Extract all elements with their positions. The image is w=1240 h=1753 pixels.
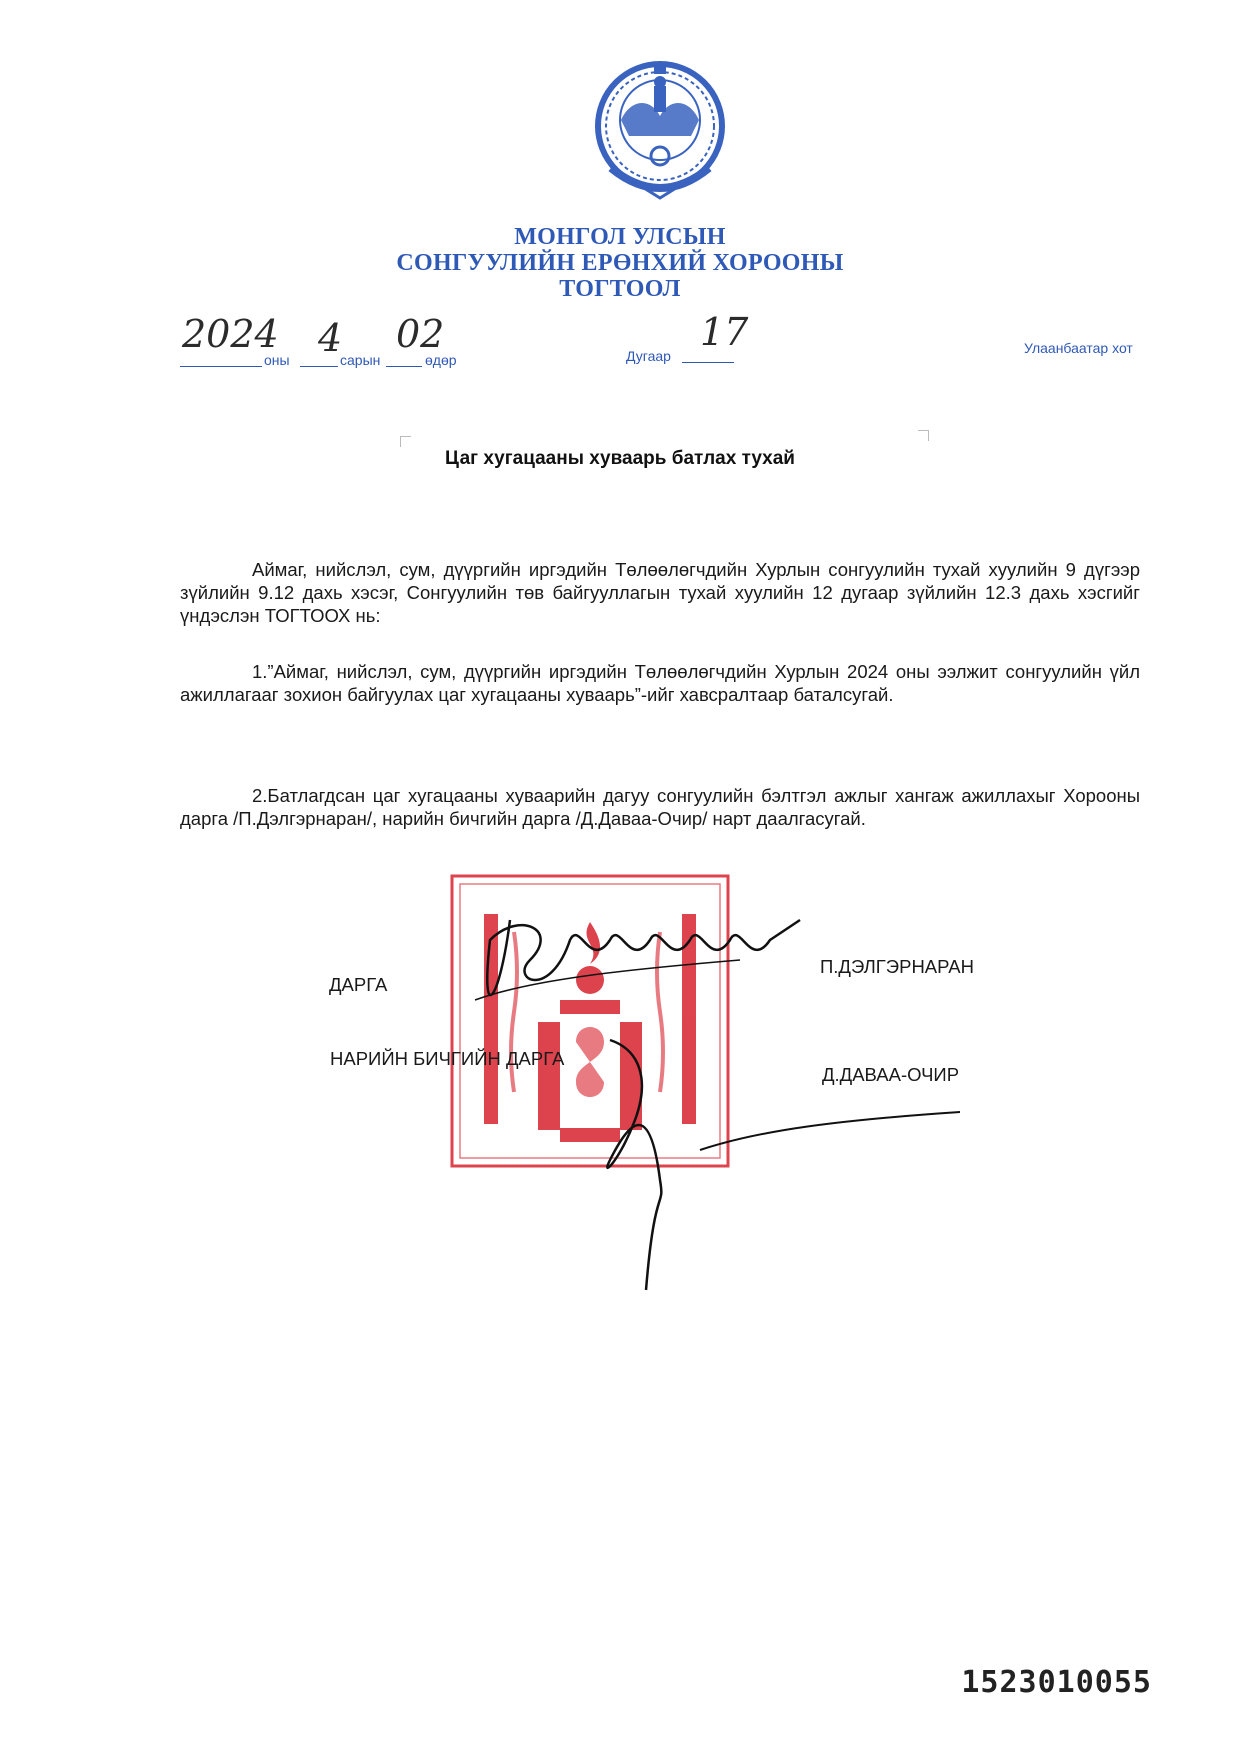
document-title: Цаг хугацааны хуваарь батлах тухай — [445, 448, 795, 469]
header-line-2: СОНГУУЛИЙН ЕРӨНХИЙ ХОРООНЫ — [396, 250, 844, 276]
chair-name: П.ДЭЛГЭРНАРАН — [820, 956, 974, 977]
day-handwritten: 02 — [396, 312, 445, 356]
number-blank — [682, 362, 734, 363]
day-suffix: өдөр — [425, 352, 457, 368]
year-blank — [180, 366, 262, 367]
header-line-3: ТОГТООЛ — [559, 276, 681, 302]
city-label: Улаанбаатар хот — [1024, 340, 1133, 356]
month-blank — [300, 366, 338, 367]
title-corner-left — [400, 436, 411, 447]
state-emblem-icon — [591, 58, 729, 206]
paragraph-preamble: Аймаг, нийслэл, сум, дүүргийн иргэдийн Төлөөлөгчдийн Хурлын сонгуулийн тухай хуулийн 9 дүгээр зүйлийн 9.12 дахь хэсэг, Сонгуулийн төв байгууллагын тухай хуулийн 12 дугаар зүйлийн 12.3 дахь хэсгийг үндэслэн ТОГТООХ нь: — [180, 559, 1140, 626]
number-handwritten: 17 — [700, 310, 749, 354]
header-line-1: МОНГОЛ УЛСЫН — [514, 224, 726, 250]
secretary-name: Д.ДАВАА-ОЧИР — [822, 1064, 960, 1085]
paragraph-item-2: 2.Батлагдсан цаг хугацааны хуваарийн дагуу сонгуулийн бэлтгэл ажлыг хангаж ажиллахыг Хорооны дарга /П.Дэлгэрнаран/, нарийн бичгийн дарга /Д.Даваа-Очир/ нарт даалгасугай. — [180, 785, 1140, 829]
paragraph-item-1: 1.”Аймаг, нийслэл, сум, дүүргийн иргэдийн Төлөөлөгчдийн Хурлын 2024 оны ээлжит сонгуулийн үйл ажиллагааг зохион байгуулах цаг хугацааны хуваарь”-ийг хавсралтаар баталсугай. — [180, 661, 1140, 705]
handwritten-signatures — [440, 880, 1040, 1320]
month-suffix: сарын — [340, 352, 381, 368]
chair-title: ДАРГА — [329, 974, 388, 995]
secretary-title: НАРИЙН БИЧГИЙН ДАРГА — [330, 1048, 565, 1069]
year-suffix: оны — [264, 352, 290, 368]
registration-number: 1523010055 — [961, 1665, 1152, 1700]
day-blank — [386, 366, 422, 367]
year-handwritten: 2024 — [182, 312, 279, 356]
month-handwritten: 4 — [318, 316, 343, 360]
number-label: Дугаар — [626, 348, 671, 364]
title-corner-right — [918, 430, 929, 441]
